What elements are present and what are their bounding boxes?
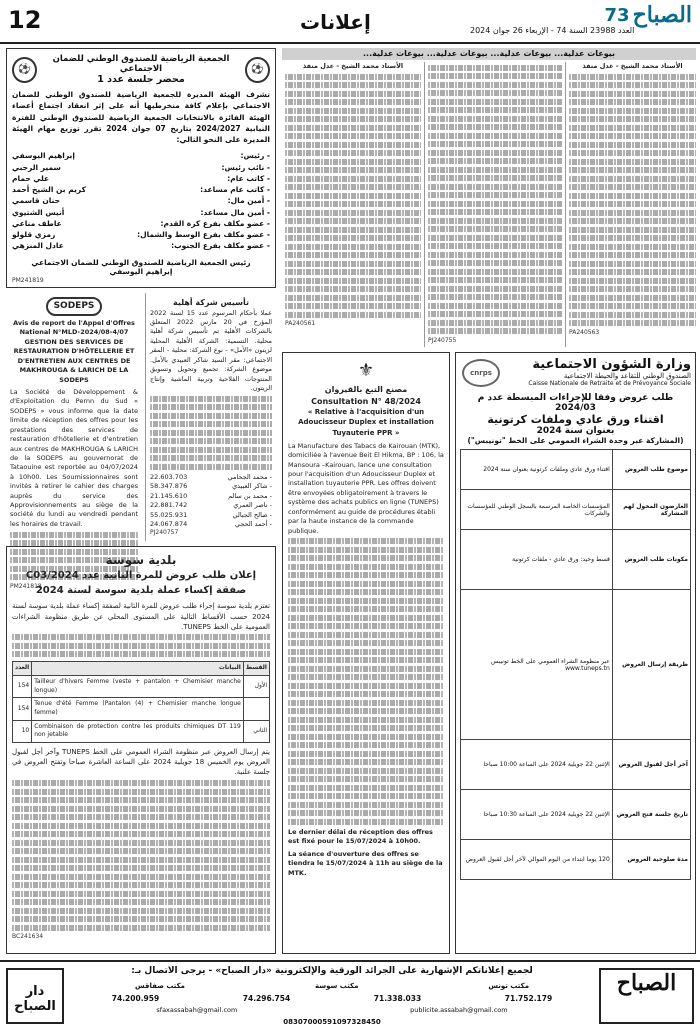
tender-body-2: يتم إرسال العروض عبر منظومة الشراء العمومي على الخط TUNEPS وآخر أجل لقبول العروض يوم الخميس 18 جويلية 2024 على الساعة العاشرة صباحا وتفتح العروض في جلسة علنية. — [12, 748, 270, 777]
tender-subject: صفقة إكساء عملة بلدية سوسة لسنة 2024 — [35, 584, 247, 596]
tender-subject: اقتناء ورق عادي وملفات كرتونية — [487, 413, 664, 426]
table-row: تاريخ جلسة فتح العروض الإثنين 22 جويلية 2024 على الساعة 10:30 صباحا — [461, 790, 691, 840]
page-number: 12 — [8, 6, 42, 34]
fund-name-fr: Caisse Nationale de Retraite et de Prévoyance Sociale — [528, 380, 691, 387]
tender-year: بعنوان سنة 2024 — [536, 426, 615, 436]
members-list — [150, 473, 272, 530]
section-title: إعلانات — [300, 10, 371, 34]
list-item: - نائب رئيس: سمير الرجبي — [12, 162, 270, 172]
sodeps-title: Avis de report de l'Appel d'Offres National N°MLD-2024/08-4/07 GESTION DES SERVICES DE RESTAURATION D'HÔTELLERIE ET D'ENTRETIEN AUX CENTRES DE MAKHROUGA & LARICH DE LA SODEPS — [13, 319, 135, 384]
municipality-name: بلدية سوسة — [105, 553, 177, 567]
list-item: - عضو مكلف بفرع الجنوب: عادل المنزهي — [12, 241, 270, 251]
ad-reference: PM241819 — [12, 277, 44, 284]
minutes-title: محضر جلسة عدد 1 — [97, 74, 185, 85]
ministry-name: وزارة الشؤون الاجتماعية — [532, 357, 691, 372]
table-row: مدة صلوحية العروض 120 يوما ابتداء من اليوم الموالي لآخر أجل لقبول العروض — [461, 840, 691, 880]
association-logo-icon: ⚽ — [245, 57, 270, 83]
signature-name: إبراهيم اليوسفي — [109, 266, 173, 276]
list-item: - كاتب عام مساعد: كريم بن الشيخ أحمد — [12, 185, 270, 194]
association-intro: تشرف الهيئة المديرة للجمعية الرياضية للصندوق الوطني للضمان الاجتماعي بإعلام كافة منخرطيها أنه على إثر انعقاد اجتماع أعضاء الهيئة الفائزة بالانتخابات الجمعية الرياضية للصندوق الوطني للفترة النيابية 2024/2027 بتاريخ 07 جوان 2024 تقرر توزيع مهام الهيئة المديرة على النحو التالي: — [12, 90, 270, 144]
page-header — [0, 0, 700, 44]
list-item: - رئيس: إبراهيم اليوسفي — [12, 151, 270, 161]
page-footer — [0, 960, 700, 1032]
footer-emails: sfaxassabah@gmail.com publicite.assabah@gmail.com — [156, 1006, 508, 1014]
list-item: - أمين مال مساعد: أنيس الشتيوي — [12, 207, 270, 217]
list-item: - عضو مكلف بفرع كرة القدم: عاطف مناعي — [12, 218, 270, 228]
kairouan-consultation — [282, 352, 450, 954]
footer-offices: مكتب تونس مكتب سوسة مكتب صفاقس — [135, 982, 530, 990]
table-row: Tenue d'été Femme (Pantalon (4) + Chemisier manche longue femme) 154 — [13, 698, 270, 720]
footer-phones: 74.200.959 74.296.754 71.338.033 71.752.179 — [111, 994, 553, 1003]
association-logo-icon: ⚽ — [12, 57, 37, 83]
list-item: - عضو مكلف بفرع الوسط والشمال: رمزي قلولو — [12, 230, 270, 239]
board-roles-list — [12, 150, 270, 251]
table-row: مكونات طلب العروض قسط وحيد: ورق عادي - ملفات كرتونية — [461, 530, 691, 590]
issue-date: العدد 23988 السنة 74 - الإربعاء 26 جوان 2024 — [470, 26, 635, 35]
sodeps-body: La Société de Développement & d'Exploitation du Pernn du Sud « SODEPS » vous informe que la date limite de réception des offres pour les prestations des services de restauration d'hôtellerie et d'entretien aux centres de MAKHROUGA & LARICH de la SODEPS au gouvernorat de Tataouine est reportée au 04/07/2024 à 10h00. Les Soumissionnaires sont invités à retirer le cahier des charges auprès du service des Approvisionnements au siège de la société du lundi au vendredi pendant les horaires de travail. — [10, 388, 138, 528]
footer-notice: لجميع إعلاناتكم الإشهارية على الجرائد الورقية والإلكترونية «دار الصباح» - يرجى الاتصال بـ: — [131, 966, 533, 976]
sports-association-notice — [6, 48, 276, 288]
list-item: - ناصر العمري 22.881.742 — [150, 501, 272, 510]
company-body: عملا بأحكام المرسوم عدد 15 لسنة 2022 المؤرخ في 20 مارس 2022 المتعلق بالشركات الأهلية تم تأسيس شركة أهلية محلية. التسمية: الشركة الأهلية المحلية لزيتون «الأمل» - نوع الشركة: محلية - المقر الاجتماعي: مقر السيد شاكر العبيدي بالأمل. موضوع الشركة: تجميع وتحويل وتسويق المنتوجات الفلاحية وتربية الماشية وإنتاج الزيتون. — [150, 308, 273, 392]
list-item: - شاكر العبيدي 58.347.876 — [150, 482, 272, 491]
tender-title: طلب عروض وفقا للإجراءات المبسطة عدد م 2024/03 — [477, 393, 674, 413]
table-row: الثاني Combinaison de protection contre les produits chimiques DT 119 non jetable 10 — [13, 720, 270, 742]
list-item: - كاتب عام: علي حمام — [12, 173, 270, 183]
table-row: موضوع طلب العروض اقتناء ورق عادي وملفات كرتونية بعنوان سنة 2024 — [461, 450, 691, 490]
tender-subtitle: إعلان طلب عروض للمرة الثانية عدد 2024/C03 — [25, 570, 257, 582]
fund-name: الصندوق الوطني للتقاعد والحيطة الاجتماعية — [563, 372, 691, 380]
list-item: - صالح الجبالي 55.025.931 — [150, 510, 272, 519]
table-row: الأول Tailleur d'hivers Femme (veste + pantalon + Chemisier manche longue) 154 — [13, 676, 270, 698]
org-name: مصنع التبغ بالقيروان — [324, 385, 408, 395]
cnrps-tender-notice — [455, 352, 696, 954]
company-formation-notice — [145, 293, 276, 541]
consultation-title: « Relative à l'acquisition d'un Adoucisseur Duplex et installation Tuyauterie PPR » — [298, 408, 434, 437]
consultation-deadline: Le dernier délai de réception des offres est fixé pour le 15/07/2024 à 10h00. — [288, 827, 433, 846]
lots-table: القسط البيانات العدد الأول Tailleur d'hivers Femme (veste + pantalon + Chemisier manche longue) 154 Tenue d'été Femme (Pantalon (4) + Chemisier manche longue femme) 154 الثاني Combinaison de protection contre les produits chimiques DT 119 non jetable 10 — [12, 661, 270, 743]
ad-reference: PJ240757 — [150, 529, 179, 537]
masthead-logo: الصباح 73 — [604, 2, 692, 28]
consultation-number: Consultation N° 48/2024 — [311, 396, 421, 406]
consultation-body: La Manufacture des Tabacs de Kairouan (MTK), domiciliée à l'avenue Beit El Hikma, BP : 106, la Mansoura –Kairouan, lance une consultation pour l'acquisition d'un Adoucisseur Duplex et installation tuyauterie PPR. Les offres doivent être envoyées obligatoirement à travers le système des achats publics en ligne (TUNEPS) conformément au guide de procédures établi par la haute instance de la commande publique. — [288, 441, 444, 535]
ad-reference: BC241634 — [12, 933, 44, 941]
tender-system: (المشاركة عبر وحدة الشراء العمومي على الخط "تونيبس") — [467, 436, 684, 445]
sodeps-logo: SODEPS — [46, 297, 103, 316]
footer-logo: الصباح — [599, 968, 694, 1024]
consultation-opening: La séance d'ouverture des offres se tiendra le 15/07/2024 à 11h au siège de la MTK. — [288, 849, 443, 877]
table-row: طريقة إرسال العروض عبر منظومة الشراء العمومي على الخط تونيبس www.tuneps.tn — [461, 590, 691, 740]
tender-details-table — [460, 449, 691, 880]
association-title: الجمعية الرياضية للصندوق الوطني للضمان الاجتماعي — [52, 54, 230, 74]
judicial-sale-left: الأستاذ محمد الشيخ - عدل منفذ PA240561 — [282, 62, 421, 347]
footer-logo-small: دار الصباح — [6, 968, 64, 1024]
company-title: تأسيس شركة أهلية — [172, 298, 250, 307]
emblem-icon: ⚜ — [357, 360, 375, 381]
judicial-sales-banner: بيوعات عدلية... بيوعات عدلية... بيوعات عدلية... بيوعات عدلية... — [282, 48, 696, 60]
list-item: - محمد الجحامي 22.603.703 — [150, 472, 272, 481]
list-item: - أمين مال: حنان قاسمي — [12, 196, 270, 206]
table-row: آخر أجل لقبول العروض الإثنين 22 جويلية 2024 على الساعة 10:00 صباحا — [461, 740, 691, 790]
sousse-tender-notice — [6, 546, 276, 954]
list-item: - محمد بن سالم 21.145.610 — [150, 491, 272, 500]
cnrps-logo: cnrps — [462, 359, 500, 387]
tender-body: تعتزم بلدية سوسة إجراء طلب عروض للمرة الثانية لصفقة إكساء عملة بلدية سوسة لسنة 2024 حسب الأقساط التالية على المستوى المحلي عن طريق منظومة الشراءات العمومية على الخط TUNEPS. — [12, 602, 270, 631]
footer-rib: 08307000591097328450 — [283, 1018, 381, 1026]
list-item: - أحمد الحجي 24.067.874 — [150, 520, 272, 528]
judicial-sale-right: الأستاذ محمد الشيخ - عدل منفذ PA240563 — [565, 62, 696, 347]
table-row: العارضون المخول لهم المشاركة المؤسسات الخاصة المرسمة بالسجل الوطني للمؤسسات والشركات — [461, 490, 691, 530]
ad-reference: PM241818 — [10, 582, 42, 590]
signature-title: رئيس الجمعية الرياضية للصندوق الوطني للضمان الاجتماعي — [31, 257, 251, 267]
judicial-sale-middle: PJ240755 — [424, 62, 562, 347]
